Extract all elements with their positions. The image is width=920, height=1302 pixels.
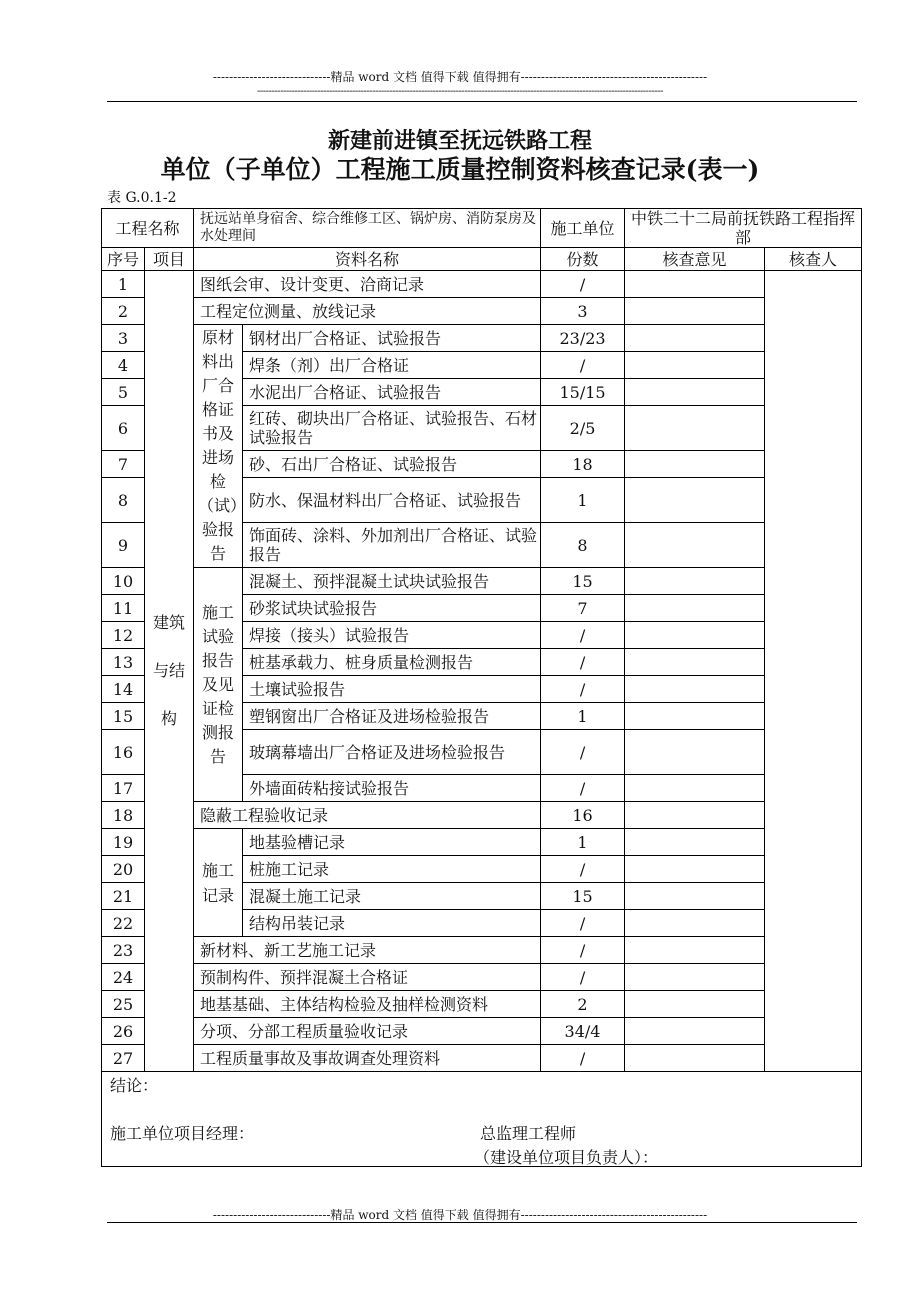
review-opinion-cell — [625, 910, 765, 937]
record-count: / — [541, 775, 625, 802]
page-title: 单位（子单位）工程施工质量控制资料核查记录(表一) — [160, 155, 760, 184]
row-number: 26 — [102, 1018, 145, 1045]
header-dash-line: --------------------------------------------------------------------------------------------------------------------------------------------- — [257, 86, 663, 97]
footer-rule — [107, 1222, 857, 1223]
review-opinion-cell — [625, 271, 765, 298]
construction-unit-value: 中铁二十二局前抚铁路工程指挥部 — [625, 209, 862, 248]
conclusion-label: 结论： — [110, 1076, 159, 1095]
row-number: 9 — [102, 523, 145, 568]
record-count: / — [541, 856, 625, 883]
record-count: / — [541, 352, 625, 379]
review-opinion-cell — [625, 451, 765, 478]
conclusion-row — [102, 1072, 862, 1167]
project-name-label: 工程名称 — [102, 209, 194, 248]
group-records: 施工记录 — [194, 829, 243, 937]
row-number: 10 — [102, 568, 145, 595]
review-opinion-cell — [625, 883, 765, 910]
review-opinion-cell — [625, 622, 765, 649]
review-opinion-cell — [625, 352, 765, 379]
checker-cell — [765, 271, 862, 1072]
row-number: 11 — [102, 595, 145, 622]
record-count: / — [541, 1045, 625, 1072]
row-number: 20 — [102, 856, 145, 883]
row-number: 1 — [102, 271, 145, 298]
record-name: 饰面砖、涂料、外加剂出厂合格证、试验报告 — [243, 523, 541, 568]
record-count: 1 — [541, 703, 625, 730]
record-count: / — [541, 937, 625, 964]
row-number: 27 — [102, 1045, 145, 1072]
review-opinion-cell — [625, 991, 765, 1018]
record-name: 钢材出厂合格证、试验报告 — [243, 325, 541, 352]
record-count: 18 — [541, 451, 625, 478]
record-count: / — [541, 910, 625, 937]
record-count: 15 — [541, 883, 625, 910]
col-name: 资料名称 — [194, 248, 541, 271]
record-name: 土壤试验报告 — [243, 676, 541, 703]
review-opinion-cell — [625, 523, 765, 568]
review-opinion-cell — [625, 1045, 765, 1072]
record-count: 2 — [541, 991, 625, 1018]
table-row — [102, 829, 862, 856]
group-materials: 原材料出厂合格证书及进场检（试）验报告 — [194, 325, 243, 568]
row-number: 2 — [102, 298, 145, 325]
review-opinion-cell — [625, 937, 765, 964]
record-count: 8 — [541, 523, 625, 568]
col-opinion: 核查意见 — [625, 248, 765, 271]
table-row — [102, 991, 862, 1018]
quality-control-table — [101, 208, 862, 1167]
pm-label: 施工单位项目经理： — [110, 1124, 255, 1143]
record-count: 23/23 — [541, 325, 625, 352]
review-opinion-cell — [625, 1018, 765, 1045]
record-name: 新材料、新工艺施工记录 — [194, 937, 541, 964]
review-opinion-cell — [625, 478, 765, 523]
row-number: 13 — [102, 649, 145, 676]
review-opinion-cell — [625, 406, 765, 451]
record-name: 塑钢窗出厂合格证及进场检验报告 — [243, 703, 541, 730]
column-header-row — [102, 248, 862, 271]
review-opinion-cell — [625, 649, 765, 676]
record-name: 砂、石出厂合格证、试验报告 — [243, 451, 541, 478]
record-count: / — [541, 964, 625, 991]
row-number: 8 — [102, 478, 145, 523]
table-row — [102, 298, 862, 325]
review-opinion-cell — [625, 730, 765, 775]
review-opinion-cell — [625, 856, 765, 883]
row-number: 18 — [102, 802, 145, 829]
table-row — [102, 568, 862, 595]
record-name: 防水、保温材料出厂合格证、试验报告 — [243, 478, 541, 523]
record-name: 红砖、砌块出厂合格证、试验报告、石材试验报告 — [243, 406, 541, 451]
col-no: 序号 — [102, 248, 145, 271]
review-opinion-cell — [625, 775, 765, 802]
row-number: 17 — [102, 775, 145, 802]
record-name: 桩基承载力、桩身质量检测报告 — [243, 649, 541, 676]
row-number: 3 — [102, 325, 145, 352]
record-name: 工程质量事故及事故调查处理资料 — [194, 1045, 541, 1072]
owner-label: （建设单位项目负责人）： — [474, 1148, 659, 1167]
record-name: 桩施工记录 — [243, 856, 541, 883]
record-count: / — [541, 676, 625, 703]
row-number: 15 — [102, 703, 145, 730]
record-count: 3 — [541, 298, 625, 325]
col-checker: 核查人 — [765, 248, 862, 271]
row-number: 24 — [102, 964, 145, 991]
record-name: 焊接（接头）试验报告 — [243, 622, 541, 649]
header-rule — [107, 101, 857, 102]
record-name: 预制构件、预拌混凝土合格证 — [194, 964, 541, 991]
record-name: 地基基础、主体结构检验及抽样检测资料 — [194, 991, 541, 1018]
record-name: 结构吊装记录 — [243, 910, 541, 937]
review-opinion-cell — [625, 829, 765, 856]
record-count: / — [541, 730, 625, 775]
table-row — [102, 271, 862, 298]
record-name: 分项、分部工程质量验收记录 — [194, 1018, 541, 1045]
record-count: / — [541, 622, 625, 649]
row-number: 23 — [102, 937, 145, 964]
record-name: 外墙面砖粘接试验报告 — [243, 775, 541, 802]
group-tests: 施工试验报告及见证检测报告 — [194, 568, 243, 802]
record-name: 水泥出厂合格证、试验报告 — [243, 379, 541, 406]
col-item: 项目 — [145, 248, 194, 271]
review-opinion-cell — [625, 676, 765, 703]
row-number: 5 — [102, 379, 145, 406]
record-name: 图纸会审、设计变更、洽商记录 — [194, 271, 541, 298]
row-number: 4 — [102, 352, 145, 379]
review-opinion-cell — [625, 703, 765, 730]
header-line: -----------------------------精品 word 文档 值得下载 值得拥有---------------------------------------------- — [212, 70, 708, 84]
review-opinion-cell — [625, 802, 765, 829]
record-name: 焊条（剂）出厂合格证 — [243, 352, 541, 379]
row-number: 25 — [102, 991, 145, 1018]
row-number: 19 — [102, 829, 145, 856]
category-building: 建筑与结构 — [145, 271, 194, 1072]
footer-line: -----------------------------精品 word 文档 值得下载 值得拥有---------------------------------------------- — [212, 1208, 708, 1222]
record-count: 16 — [541, 802, 625, 829]
record-name: 玻璃幕墙出厂合格证及进场检验报告 — [243, 730, 541, 775]
record-count: 2/5 — [541, 406, 625, 451]
review-opinion-cell — [625, 964, 765, 991]
review-opinion-cell — [625, 379, 765, 406]
table-row — [102, 937, 862, 964]
row-number: 22 — [102, 910, 145, 937]
row-number: 7 — [102, 451, 145, 478]
col-count: 份数 — [541, 248, 625, 271]
record-name: 混凝土、预拌混凝土试块试验报告 — [243, 568, 541, 595]
record-count: / — [541, 649, 625, 676]
table-row — [102, 1018, 862, 1045]
record-count: 1 — [541, 829, 625, 856]
record-name: 混凝土施工记录 — [243, 883, 541, 910]
record-name: 地基验槽记录 — [243, 829, 541, 856]
record-count: 1 — [541, 478, 625, 523]
table-row — [102, 1045, 862, 1072]
conclusion-cell — [102, 1072, 862, 1167]
record-name: 砂浆试块试验报告 — [243, 595, 541, 622]
table-row — [102, 325, 862, 352]
record-name: 工程定位测量、放线记录 — [194, 298, 541, 325]
review-opinion-cell — [625, 325, 765, 352]
record-count: 7 — [541, 595, 625, 622]
record-name: 隐蔽工程验收记录 — [194, 802, 541, 829]
table-number: 表 G.0.1-2 — [107, 190, 177, 206]
record-count: 34/4 — [541, 1018, 625, 1045]
row-number: 16 — [102, 730, 145, 775]
row-number: 12 — [102, 622, 145, 649]
record-count: 15/15 — [541, 379, 625, 406]
table-row — [102, 802, 862, 829]
review-opinion-cell — [625, 298, 765, 325]
info-row — [102, 209, 862, 248]
construction-unit-label: 施工单位 — [541, 209, 625, 248]
review-opinion-cell — [625, 568, 765, 595]
record-count: / — [541, 271, 625, 298]
project-title: 新建前进镇至抚远铁路工程 — [327, 128, 592, 154]
review-opinion-cell — [625, 595, 765, 622]
record-count: 15 — [541, 568, 625, 595]
table-row — [102, 964, 862, 991]
row-number: 21 — [102, 883, 145, 910]
supervisor-label: 总监理工程师 — [480, 1124, 577, 1143]
row-number: 14 — [102, 676, 145, 703]
project-name-value: 抚远站单身宿舍、综合维修工区、锅炉房、消防泵房及水处理间 — [194, 209, 541, 248]
row-number: 6 — [102, 406, 145, 451]
